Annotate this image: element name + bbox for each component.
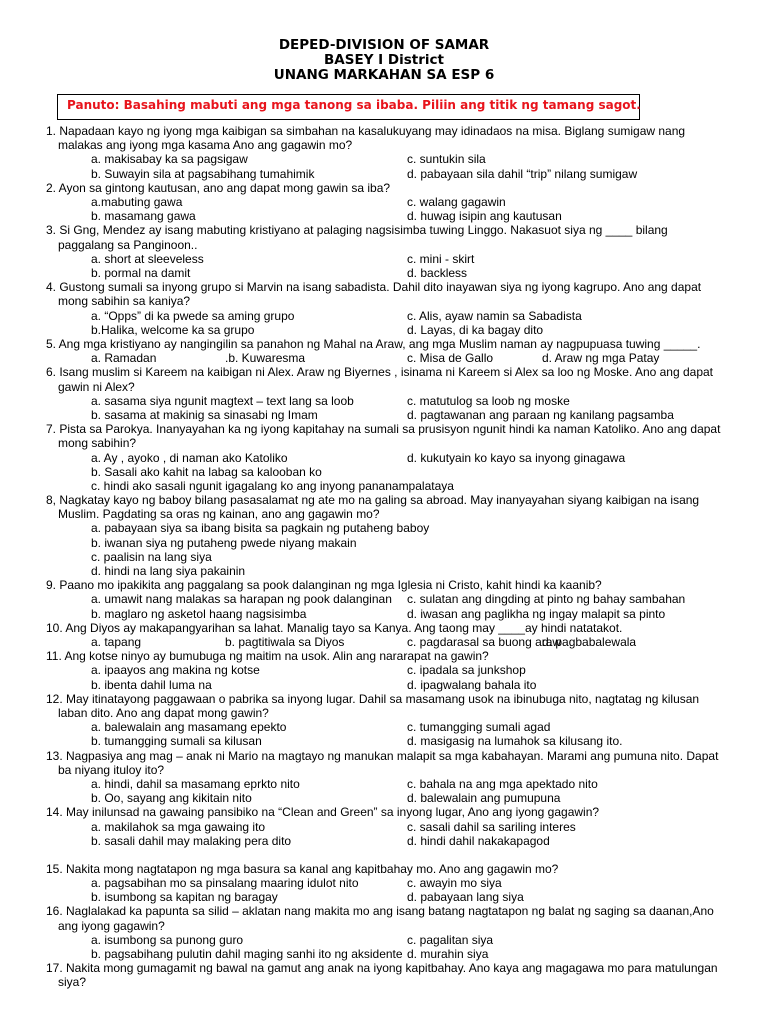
question-text: 10. Ang Diyos ay makapangyarihan sa lahat. Manalig tayo sa Kanya. Ang taong may ____ay hindi natatakot. bbox=[46, 620, 623, 635]
choice-option: c. ipadala sa junkshop bbox=[407, 663, 526, 678]
choice-option: d. iwasan ang paglikha ng ingay malapit sa pinto bbox=[407, 606, 666, 621]
choice-option: c. tumangging sumali agad bbox=[407, 720, 551, 735]
choice-option: d. masigasig na lumahok sa kilusang ito. bbox=[407, 734, 623, 749]
choice-row bbox=[0, 607, 768, 621]
choice-row bbox=[0, 564, 768, 578]
choice-row bbox=[0, 394, 768, 408]
choice-option: .b. Kuwaresma bbox=[225, 351, 306, 366]
choice-option: a.mabuting gawa bbox=[91, 194, 183, 209]
choice-option: a. sasama siya ngunit magtext – text lang sa loob bbox=[91, 393, 354, 408]
choice-option: d. huwag isipin ang kautusan bbox=[407, 209, 562, 224]
choice-option: b. tumangging sumali sa kilusan bbox=[91, 734, 262, 749]
question-text: 16. Naglalakad ka papunta sa silid – aklatan nang makita mo ang isang batang nagtatapon ng balat ng saging sa daanan,Ano ang iyong gagawin? bbox=[46, 904, 714, 933]
choice-option: c. Alis, ayaw namin sa Sabadista bbox=[407, 308, 582, 323]
choice-row bbox=[0, 592, 768, 606]
choice-row bbox=[0, 536, 768, 550]
choice-row bbox=[0, 834, 768, 848]
choice-option: c. hindi ako sasali ngunit igagalang ko ang inyong pananampalataya bbox=[91, 478, 454, 493]
choice-option: b. masamang gawa bbox=[91, 209, 196, 224]
choice-option: b.Halika, welcome ka sa grupo bbox=[91, 322, 255, 337]
question-item bbox=[0, 649, 768, 692]
district-title: BASEY I District bbox=[324, 52, 444, 68]
choice-row bbox=[0, 465, 768, 479]
choice-option: a. pabayaan siya sa ibang bisita sa pagkain ng putaheng baboy bbox=[91, 521, 430, 536]
question-text: 8, Nagkatay kayo ng baboy bilang pasasalamat ng ate mo na galing sa abroad. May inanyayahan siyang kaibigan na isang Muslim. Pagdating sa oras ng kainan, ano ang gagawin mo? bbox=[46, 493, 700, 522]
choice-row bbox=[0, 947, 768, 961]
division-title: DEPED-DIVISION OF SAMAR bbox=[278, 37, 490, 53]
choice-option: d. backless bbox=[407, 265, 468, 280]
choice-row bbox=[0, 876, 768, 890]
choice-option: a. balewalain ang masamang epekto bbox=[91, 720, 287, 735]
choice-option: c. pagdarasal sa buong araw bbox=[407, 635, 562, 649]
choice-row bbox=[0, 933, 768, 947]
instruction-text: Panuto: Basahing mabuti ang mga tanong sa ibaba. Piliin ang titik ng tamang sagot. bbox=[67, 98, 641, 112]
question-list bbox=[0, 124, 768, 990]
choice-option: c. pagalitan siya bbox=[407, 932, 494, 947]
choice-option: a. “Opps” di ka pwede sa aming grupo bbox=[91, 308, 295, 323]
choice-row bbox=[0, 408, 768, 422]
question-item bbox=[0, 493, 768, 578]
question-item bbox=[0, 223, 768, 280]
choice-option: d. hindi na lang siya pakainin bbox=[91, 564, 246, 579]
choice-option: c. suntukin sila bbox=[407, 152, 486, 167]
question-text: 15. Nakita mong nagtatapon ng mga basura sa kanal ang kapitbahay mo. Ano ang gagawin mo? bbox=[46, 861, 559, 876]
choice-option: c. matutulog sa loob ng moske bbox=[407, 393, 570, 408]
choice-option: c. walang gagawin bbox=[407, 194, 506, 209]
choice-option: b. Sasali ako kahit na labag sa kalooban ko bbox=[91, 464, 322, 479]
question-text: 9. Paano mo ipakikita ang paggalang sa pook dalanginan ng mga Iglesia ni Cristo, kahit hindi ka kaanib? bbox=[46, 578, 602, 593]
question-text: 6. Isang muslim si Kareem na kaibigan ni Alex. Araw ng Biyernes , isinama ni Kareem si Alex sa loo ng Moske. Ano ang dapat gawin ni Alex? bbox=[46, 365, 714, 394]
choice-row bbox=[0, 820, 768, 834]
choice-option: d. Layas, di ka bagay dito bbox=[407, 322, 544, 337]
choice-option: a. umawit nang malakas sa harapan ng pook dalanginan bbox=[91, 592, 392, 607]
choice-option: d. ipagwalang bahala ito bbox=[407, 677, 537, 692]
choice-row bbox=[0, 890, 768, 904]
choice-option: b. sasali dahil may malaking pera dito bbox=[91, 833, 292, 848]
choice-row bbox=[0, 309, 768, 323]
choice-option: b. ibenta dahil luma na bbox=[91, 677, 212, 692]
question-item bbox=[0, 692, 768, 749]
question-item bbox=[0, 862, 768, 905]
choice-option: a. Ramadan bbox=[91, 351, 157, 366]
question-item bbox=[0, 365, 768, 422]
question-text: 14. May inilunsad na gawaing pansibiko na “Clean and Green” sa inyong lugar, Ano ang iyong gagawin? bbox=[46, 805, 600, 820]
spacer bbox=[0, 848, 768, 862]
choice-option: b. sasama at makinig sa sinasabi ng Imam bbox=[91, 407, 318, 422]
exam-title: UNANG MARKAHAN SA ESP 6 bbox=[273, 67, 495, 83]
choice-option: c. awayin mo siya bbox=[407, 876, 502, 891]
question-item bbox=[0, 961, 768, 989]
choice-option: a. hindi, dahil sa masamang eprkto nito bbox=[91, 776, 300, 791]
choice-option: d. Araw ng mga Patay bbox=[542, 351, 660, 366]
question-text: 12. May itinatayong paggawaan o pabrika sa inyong lugar. Dahil sa masamang usok na ibinubuga nito, nagtatag ng kilusan laban dito. Ano ang dapat mong gawin? bbox=[46, 691, 700, 720]
choice-option: a. makilahok sa mga gawaing ito bbox=[91, 819, 266, 834]
choice-row bbox=[0, 195, 768, 209]
question-item bbox=[0, 181, 768, 224]
choice-option: d. pagtawanan ang paraan ng kanilang pagsamba bbox=[407, 407, 674, 422]
choice-option: d. hindi dahil nakakapagod bbox=[407, 833, 550, 848]
question-item bbox=[0, 749, 768, 806]
choice-row bbox=[0, 167, 768, 181]
choice-option: b. Suwayin sila at pagsabihang tumahimik bbox=[91, 166, 315, 181]
question-text: 1. Napadaan kayo ng iyong mga kaibigan sa simbahan na kasalukuyang may idinadaos na misa. Biglang sumigaw nang malakas ang iyong mga kasama Ano ang gagawin mo? bbox=[46, 124, 686, 153]
choice-row bbox=[0, 678, 768, 692]
question-item bbox=[0, 904, 768, 961]
choice-row bbox=[0, 152, 768, 166]
choice-option: b. isumbong sa kapitan ng baragay bbox=[91, 890, 278, 905]
choice-option: b. pagtitiwala sa Diyos bbox=[225, 635, 345, 649]
question-item bbox=[0, 124, 768, 181]
choice-row bbox=[0, 266, 768, 280]
choice-row bbox=[0, 635, 768, 649]
choice-option: a. pagsabihan mo sa pinsalang maaring idulot nito bbox=[91, 876, 359, 891]
choice-row bbox=[0, 791, 768, 805]
choice-row bbox=[0, 521, 768, 535]
choice-option: a. isumbong sa punong guro bbox=[91, 932, 244, 947]
choice-option: c. mini - skirt bbox=[407, 251, 475, 266]
choice-row bbox=[0, 550, 768, 564]
choice-row bbox=[0, 734, 768, 748]
choice-row bbox=[0, 451, 768, 465]
choice-option: b. pormal na damit bbox=[91, 265, 191, 280]
choice-row bbox=[0, 720, 768, 734]
choice-row bbox=[0, 252, 768, 266]
choice-row bbox=[0, 777, 768, 791]
choice-option: b. iwanan siya ng putaheng pwede niyang makain bbox=[91, 535, 357, 550]
choice-row bbox=[0, 663, 768, 677]
question-text: 17. Nakita mong gumagamit ng bawal na gamut ang anak na iyong kapitbahay. Ano kaya ang magagawa mo para matulungan siya? bbox=[46, 961, 718, 990]
question-item bbox=[0, 337, 768, 365]
choice-row bbox=[0, 209, 768, 223]
question-item bbox=[0, 805, 768, 848]
question-text: 5. Ang mga kristiyano ay nangingilin sa panahon ng Mahal na Araw, ang mga Muslim naman ay nagpupuasa tuwing _____. bbox=[46, 336, 701, 351]
choice-option: c. Misa de Gallo bbox=[407, 351, 494, 366]
choice-row bbox=[0, 323, 768, 337]
question-text: 3. Si Gng, Mendez ay isang mabuting kristiyano at palaging nagsisimba tuwing Linggo. Nakasuot siya ng ____ bilang paggalang sa Panginoon.. bbox=[46, 223, 668, 252]
choice-option: a. ipaayos ang makina ng kotse bbox=[91, 663, 260, 678]
choice-option: c. sulatan ang dingding at pinto ng bahay sambahan bbox=[407, 592, 686, 607]
question-item bbox=[0, 578, 768, 621]
choice-option: b. Oo, sayang ang kikitain nito bbox=[91, 791, 252, 806]
choice-option: b. maglaro ng asketol haang nagsisimba bbox=[91, 606, 307, 621]
question-item bbox=[0, 280, 768, 337]
choice-option: c. bahala na ang mga apektado nito bbox=[407, 776, 598, 791]
choice-option: a. makisabay ka sa pagsigaw bbox=[91, 152, 248, 167]
question-item bbox=[0, 422, 768, 493]
question-text: 13. Nagpasiya ang mag – anak ni Mario na magtayo ng manukan malapit sa mga kabahayan. Marami ang pumuna nito. Dapat ba niyang ituloy ito? bbox=[46, 748, 719, 777]
question-text: 2. Ayon sa gintong kautusan, ano ang dapat mong gawin sa iba? bbox=[46, 180, 391, 195]
choice-option: d. balewalain ang pumupuna bbox=[407, 791, 561, 806]
choice-row bbox=[0, 479, 768, 493]
question-text: 11. Ang kotse ninyo ay bumubuga ng maitim na usok. Alin ang nararapat na gawin? bbox=[46, 649, 489, 664]
choice-option: c. sasali dahil sa sariling interes bbox=[407, 819, 576, 834]
choice-option: a. short at sleeveless bbox=[91, 251, 204, 266]
choice-option: a. tapang bbox=[91, 635, 142, 649]
choice-option: c. paalisin na lang siya bbox=[91, 549, 212, 564]
choice-option: d. murahin siya bbox=[407, 947, 489, 962]
question-text: 4. Gustong sumali sa inyong grupo si Marvin na isang sabadista. Dahil dito inayawan siya ng iyong kagrupo. Ano ang dapat mong sabihin sa kaniya? bbox=[46, 280, 702, 309]
choice-option: a. Ay , ayoko , di naman ako Katoliko bbox=[91, 450, 288, 465]
choice-row bbox=[0, 351, 768, 365]
instruction-box bbox=[57, 94, 640, 120]
header bbox=[0, 38, 768, 83]
choice-option: b. pagsabihang pulutin dahil maging sanhi ito ng aksidente bbox=[91, 947, 403, 962]
question-item bbox=[0, 621, 768, 649]
choice-option: d. kukutyain ko kayo sa inyong ginagawa bbox=[407, 450, 626, 465]
choice-option: d. pagbabalewala bbox=[542, 635, 637, 649]
question-text: 7. Pista sa Parokya. Inanyayahan ka ng iyong kapitahay na sumali sa prusisyon ngunit hindi ka naman Katoliko. Ano ang dapat mong sabihin? bbox=[46, 422, 721, 451]
choice-option: d. pabayaan lang siya bbox=[407, 890, 524, 905]
choice-option: d. pabayaan sila dahil “trip” nilang sumigaw bbox=[407, 166, 638, 181]
